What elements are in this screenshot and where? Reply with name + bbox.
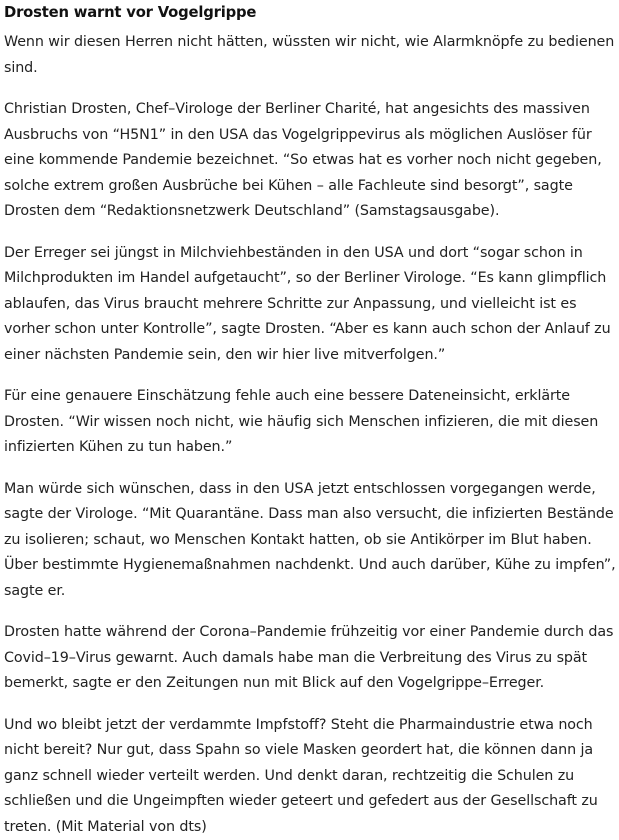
article-paragraph: Für eine genauere Einschätzung fehle auch eine bessere Dateneinsicht, erklärte Drosten. “Wir wissen noch nicht, wie häufig sich Menschen infizieren, die mit diesen infizierten Kühen zu tun haben.” (4, 384, 616, 461)
article-paragraph: Der Erreger sei jüngst in Milchviehbeständen in den USA und dort “sogar schon in Milchprodukten im Handel aufgetaucht”, so der Berliner Virologe. “Es kann glimpflich ablaufen, das Virus braucht mehrere Schritte zur Anpassung, und vielleicht ist es vorher schon unter Kontrolle”, sagte Drosten. “Aber es kann auch schon der Anlauf zu einer nächsten Pandemie sein, den wir hier live mitverfolgen.” (4, 241, 616, 369)
article-paragraph: Christian Drosten, Chef–Virologe der Berliner Charité, hat angesichts des massiven Ausbruchs von “H5N1” in den USA das Vogelgrippevirus als möglichen Auslöser für eine kommende Pandemie bezeichnet. “So etwas hat es vorher noch nicht gegeben, solche extrem großen Ausbrüche bei Kühen – alle Fachleute sind besorgt”, sagte Drosten dem “Redaktionsnetzwerk Deutschland” (Samstagsausgabe). (4, 97, 616, 225)
article-paragraph-intro: Wenn wir diesen Herren nicht hätten, wüssten wir nicht, wie Alarmknöpfe zu bedienen sind. (4, 30, 616, 81)
article-paragraph: Drosten hatte während der Corona–Pandemie frühzeitig vor einer Pandemie durch das Covid–19–Virus gewarnt. Auch damals habe man die Verbreitung des Virus zu spät bemerkt, sagte er den Zeitungen nun mit Blick auf den Vogelgrippe–Erreger. (4, 620, 616, 697)
article-paragraph: Man würde sich wünschen, dass in den USA jetzt entschlossen vorgegangen werde, sagte der Virologe. “Mit Quarantäne. Dass man also versucht, die infizierten Bestände zu isolieren; schaut, wo Menschen Kontakt hatten, ob sie Antikörper im Blut haben. Über bestimmte Hygienemaßnahmen nachdenkt. Und auch darüber, Kühe zu impfen”, sagte er. (4, 477, 616, 605)
article (4, 0, 616, 840)
article-paragraph-commentary: Und wo bleibt jetzt der verdammte Impfstoff? Steht die Pharmaindustrie etwa noch nicht bereit? Nur gut, dass Spahn so viele Masken geordert hat, die können dann ja ganz schnell wieder verteilt werden. Und denkt daran, rechtzeitig die Schulen zu schließen und die Ungeimpften wieder geteert und gefedert aus der Gesellschaft zu treten. (Mit Material von dts) (4, 713, 616, 840)
article-headline: Drosten warnt vor Vogelgrippe (4, 4, 616, 22)
